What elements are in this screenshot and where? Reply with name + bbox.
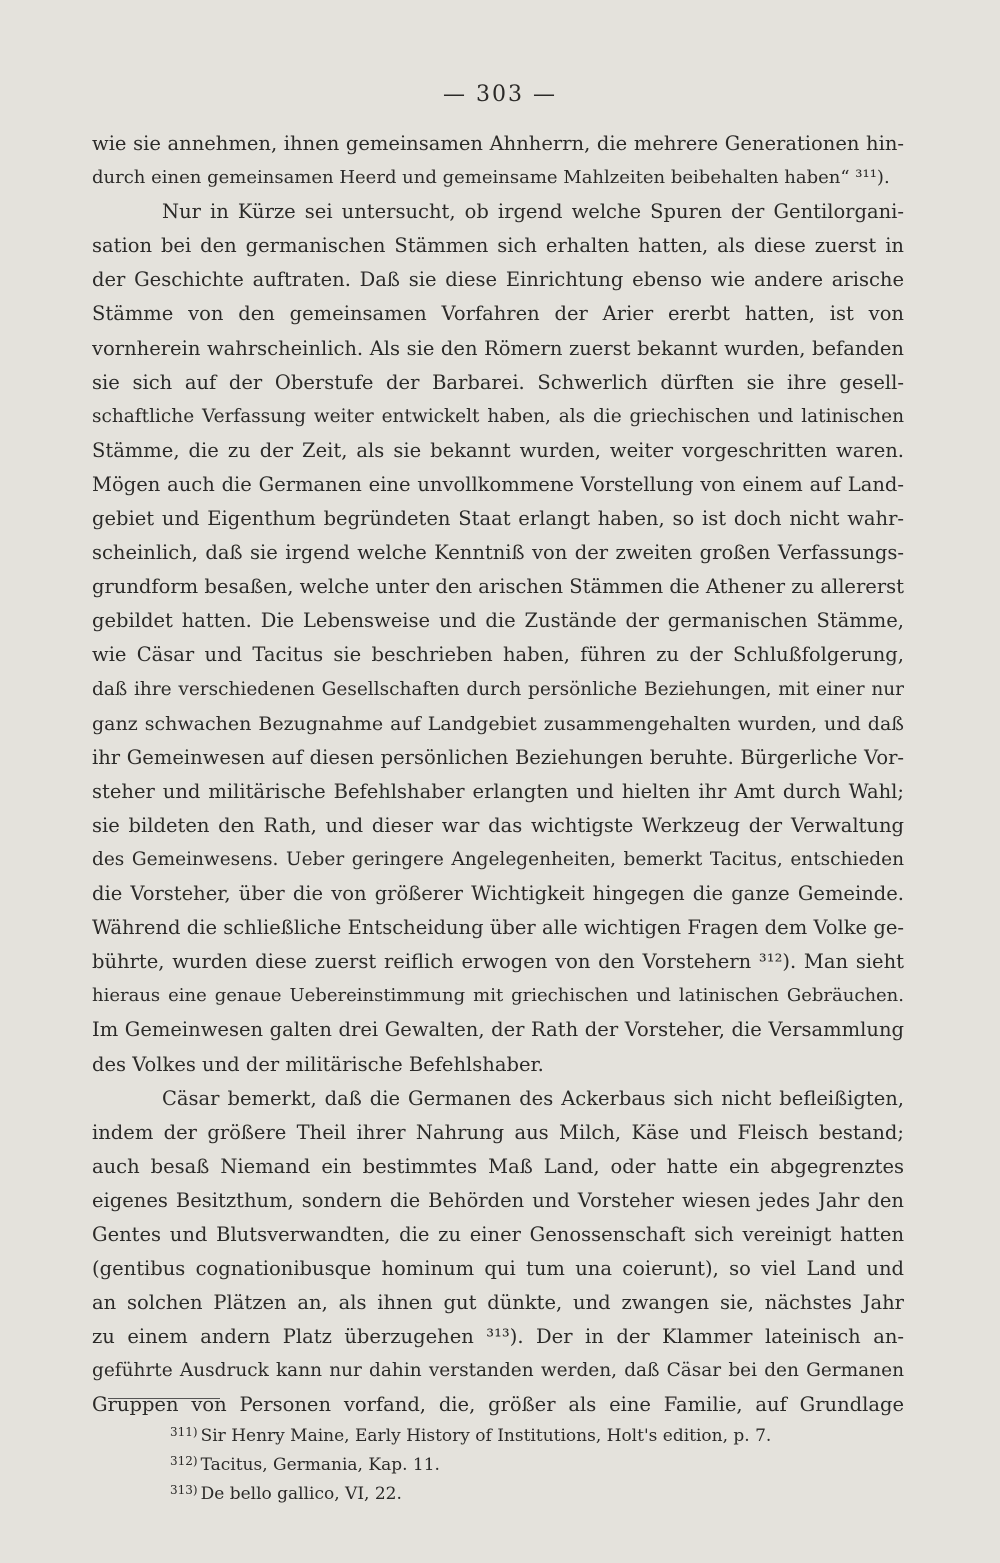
text-line: Gentes und Blutsverwandten, die zu einer Genossenschaft sich vereinigt hatten (92, 1223, 904, 1246)
text-line: des Gemeinwesens. Ueber geringere Angelegenheiten, bemerkt Tacitus, entschieden (92, 848, 904, 870)
text-line: zu einem andern Platz überzugehen ³¹³). Der in der Klammer lateinisch an- (92, 1325, 904, 1349)
text-line: sie sich auf der Oberstufe der Barbarei. Schwerlich dürften sie ihre gesell- (92, 370, 904, 394)
text-line: ihr Gemeinwesen auf diesen persönlichen Beziehungen beruhte. Bürgerliche Vor- (92, 745, 904, 769)
text-line: Mögen auch die Germanen eine unvollkommene Vorstellung von einem auf Land- (92, 472, 904, 496)
text-line: vornherein wahrscheinlich. Als sie den Römern zuerst bekannt wurden, befanden (92, 336, 904, 360)
text-line: schaftliche Verfassung weiter entwickelt haben, als die griechischen und latinischen (92, 405, 904, 427)
text-line: die Vorsteher, über die von größerer Wichtigkeit hingegen die ganze Gemeinde. (92, 882, 904, 906)
text-line: indem der größere Theil ihrer Nahrung aus Milch, Käse und Fleisch bestand; (92, 1120, 904, 1144)
text-line: steher und militärische Befehlshaber erlangten und hielten ihr Amt durch Wahl; (92, 779, 904, 803)
text-line: geführte Ausdruck kann nur dahin verstanden werden, daß Cäsar bei den Germanen (92, 1360, 904, 1382)
text-line: sie bildeten den Rath, und dieser war das wichtigste Werkzeug der Verwaltung (92, 813, 904, 837)
text-line: auch besaß Niemand ein bestimmtes Maß Land, oder hatte ein abgegrenztes (92, 1154, 904, 1178)
text-line: Gruppen von Personen vorfand, die, größer als eine Familie, auf Grundlage (92, 1393, 904, 1417)
text-line: an solchen Plätzen an, als ihnen gut dünkte, und zwangen sie, nächstes Jahr (92, 1291, 904, 1315)
text-line: wie sie annehmen, ihnen gemeinsamen Ahnherrn, die mehrere Generationen hin- (92, 132, 904, 155)
text-line: Cäsar bemerkt, daß die Germanen des Ackerbaus sich nicht befleißigten, (162, 1086, 904, 1110)
text-line: Im Gemeinwesen galten drei Gewalten, der Rath der Vorsteher, die Versammlung (92, 1018, 904, 1042)
text-line: Stämme von den gemeinsamen Vorfahren der Arier ererbt hatten, ist von (92, 302, 904, 326)
footnote-mark: 311) (170, 1425, 198, 1439)
text-line: gebiet und Eigenthum begründeten Staat erlangt haben, so ist doch nicht wahr- (92, 507, 904, 531)
text-line: daß ihre verschiedenen Gesellschaften durch persönliche Beziehungen, mit einer nur (92, 678, 904, 700)
footnotes (170, 1418, 890, 1505)
footnote (170, 1447, 890, 1476)
footnote (170, 1418, 890, 1447)
page-number: — 303 — (443, 82, 557, 107)
footnote-mark: 312) (170, 1454, 198, 1468)
text-line: eigenes Besitzthum, sondern die Behörden und Vorsteher wiesen jedes Jahr den (92, 1188, 904, 1212)
body-text (92, 127, 904, 1423)
footnote-text: De bello gallico, VI, 22. (200, 1484, 402, 1504)
text-line: scheinlich, daß sie irgend welche Kenntniß von der zweiten großen Verfassungs- (92, 541, 904, 565)
text-line: gebildet hatten. Die Lebensweise und die Zustände der germanischen Stämme, (92, 609, 904, 633)
text-line: durch einen gemeinsamen Heerd und gemeinsame Mahlzeiten beibehalten haben“ ³¹¹). (92, 167, 890, 189)
text-line: hieraus eine genaue Uebereinstimmung mit griechischen und latinischen Gebräuchen. (92, 985, 904, 1007)
footnote (170, 1476, 890, 1505)
text-line: des Volkes und der militärische Befehlshaber. (92, 1052, 544, 1076)
text-line: sation bei den germanischen Stämmen sich erhalten hatten, als diese zuerst in (92, 234, 904, 258)
text-line: grundform besaßen, welche unter den arischen Stämmen die Athener zu allererst (92, 575, 904, 599)
footnote-divider (108, 1398, 220, 1399)
text-line: (gentibus cognationibusque hominum qui tum una coierunt), so viel Land und (92, 1257, 904, 1281)
footnote-text: Sir Henry Maine, Early History of Institutions, Holt's edition, p. 7. (200, 1426, 772, 1446)
text-line: der Geschichte auftraten. Daß sie diese Einrichtung ebenso wie andere arische (92, 268, 904, 292)
text-line: ganz schwachen Bezugnahme auf Landgebiet zusammengehalten wurden, und daß (92, 712, 904, 735)
text-line: Stämme, die zu der Zeit, als sie bekannt wurden, weiter vorgeschritten waren. (92, 438, 904, 462)
text-line: Während die schließliche Entscheidung über alle wichtigen Fragen dem Volke ge- (92, 916, 904, 940)
footnote-text: Tacitus, Germania, Kap. 11. (200, 1455, 440, 1475)
footnote-mark: 313) (170, 1483, 198, 1497)
text-line: Nur in Kürze sei untersucht, ob irgend welche Spuren der Gentilorgani- (162, 200, 904, 224)
text-line: wie Cäsar und Tacitus sie beschrieben haben, führen zu der Schlußfolgerung, (92, 643, 904, 667)
text-line: bührte, wurden diese zuerst reiflich erwogen von den Vorstehern ³¹²). Man sieht (92, 950, 904, 974)
